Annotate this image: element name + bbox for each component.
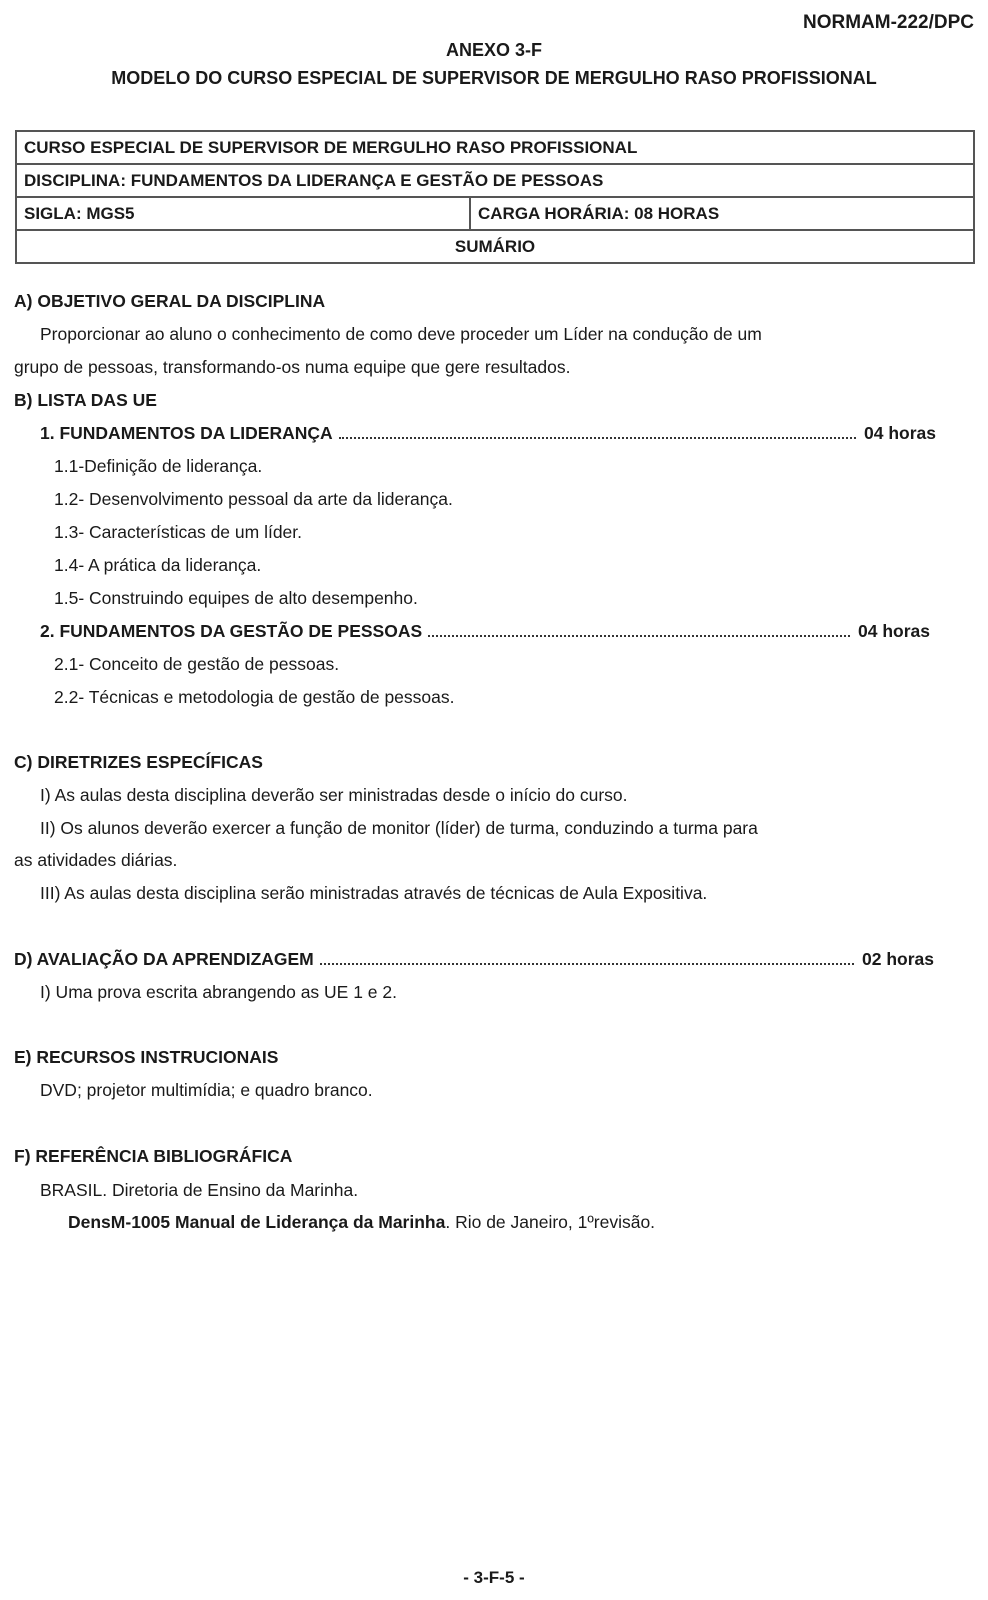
- section-a-line-2: grupo de pessoas, transformando-os numa equipe que gere resultados.: [14, 357, 571, 377]
- reference-details: . Rio de Janeiro, 1ºrevisão.: [445, 1212, 656, 1232]
- section-d-line-1: I) Uma prova escrita abrangendo as UE 1 e 2.: [40, 982, 397, 1002]
- sigla-cell: SIGLA: MGS5: [16, 197, 470, 230]
- document-title: MODELO DO CURSO ESPECIAL DE SUPERVISOR DE MERGULHO RASO PROFISSIONAL: [111, 68, 877, 88]
- course-info-table: [15, 130, 975, 264]
- section-d-heading: [14, 949, 934, 970]
- section-a-title: A) OBJETIVO GERAL DA DISCIPLINA: [14, 291, 326, 311]
- unit-1-heading: [40, 423, 936, 444]
- document-code: NORMAM-222/DPC: [802, 12, 974, 33]
- section-c-line-1: I) As aulas desta disciplina deverão ser ministradas desde o início do curso.: [40, 785, 628, 805]
- unit-1-item: 1.1-Definição de liderança.: [54, 456, 263, 476]
- unit-2-hours: 04 horas: [858, 621, 930, 641]
- unit-1-hours: 04 horas: [864, 423, 936, 443]
- section-b-title: B) LISTA DAS UE: [14, 390, 157, 410]
- section-d-title: D) AVALIAÇÃO DA APRENDIZAGEM: [14, 949, 314, 969]
- section-c-title: C) DIRETRIZES ESPECÍFICAS: [14, 752, 263, 772]
- section-e-title: E) RECURSOS INSTRUCIONAIS: [14, 1047, 279, 1067]
- discipline-cell: DISCIPLINA: FUNDAMENTOS DA LIDERANÇA E GESTÃO DE PESSOAS: [16, 164, 974, 197]
- section-f-title: F) REFERÊNCIA BIBLIOGRÁFICA: [14, 1146, 293, 1166]
- dot-leader: [428, 635, 850, 637]
- section-e-line-1: DVD; projetor multimídia; e quadro branco.: [40, 1080, 373, 1100]
- unit-2-heading: [40, 621, 930, 642]
- reference-title: DensM-1005 Manual de Liderança da Marinha: [68, 1212, 446, 1232]
- section-c-line-3: as atividades diárias.: [14, 850, 178, 870]
- section-a-line-1: Proporcionar ao aluno o conhecimento de como deve proceder um Líder na condução de um: [40, 324, 762, 344]
- unit-1-item: 1.5- Construindo equipes de alto desempenho.: [54, 588, 418, 608]
- unit-1-item: 1.2- Desenvolvimento pessoal da arte da liderança.: [54, 489, 453, 509]
- unit-1-item: 1.4- A prática da liderança.: [54, 555, 262, 575]
- dot-leader: [339, 437, 856, 439]
- unit-2-title: 2. FUNDAMENTOS DA GESTÃO DE PESSOAS: [40, 621, 423, 641]
- section-f-line-1: BRASIL. Diretoria de Ensino da Marinha.: [40, 1180, 359, 1200]
- section-c-line-2: II) Os alunos deverão exercer a função de monitor (líder) de turma, conduzindo a turma para: [40, 818, 758, 838]
- dot-leader: [320, 963, 854, 965]
- unit-2-item: 2.1- Conceito de gestão de pessoas.: [54, 654, 340, 674]
- section-c-line-4: III) As aulas desta disciplina serão ministradas através de técnicas de Aula Expositiva.: [40, 883, 708, 903]
- unit-1-title: 1. FUNDAMENTOS DA LIDERANÇA: [40, 423, 333, 443]
- bibliographic-reference: [68, 1212, 655, 1233]
- workload-cell: CARGA HORÁRIA: 08 HORAS: [470, 197, 974, 230]
- annex-title: ANEXO 3-F: [445, 40, 542, 60]
- course-name-cell: CURSO ESPECIAL DE SUPERVISOR DE MERGULHO RASO PROFISSIONAL: [16, 131, 974, 164]
- page-number: - 3-F-5 -: [463, 1568, 525, 1587]
- unit-1-item: 1.3- Características de um líder.: [54, 522, 303, 542]
- summary-cell: SUMÁRIO: [16, 230, 974, 263]
- section-d-hours: 02 horas: [862, 949, 934, 969]
- unit-2-item: 2.2- Técnicas e metodologia de gestão de pessoas.: [54, 687, 455, 707]
